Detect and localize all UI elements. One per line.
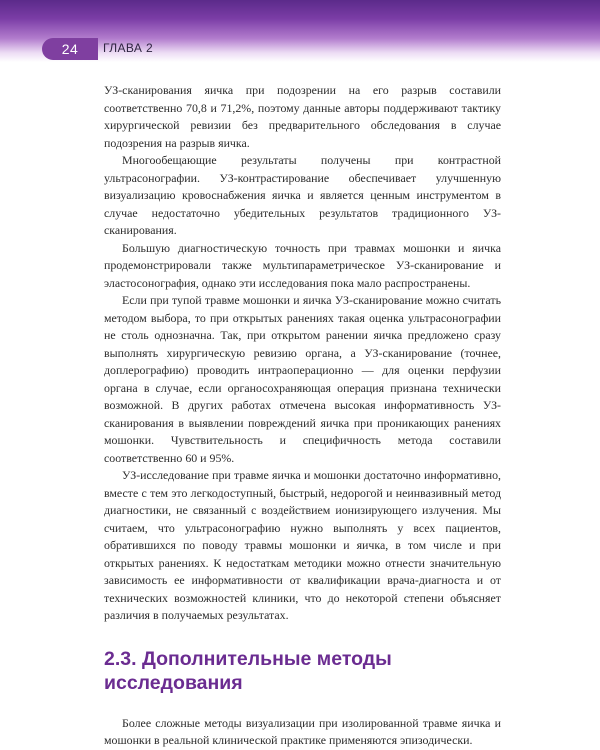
body-paragraph: Если при тупой травме мошонки и яичка УЗ-сканирование можно считать методом выбора, то при открытых ранениях такая оценка ультрасонографии не столь однозначна. Так, при открытом ранении яичка предложено сразу выполнять хирургическую ревизию органа, а УЗ-сканирование (точнее, доплерографию) проводить интраоперационно — для оценки перфузии органа в случае, если органосохраняющая операция признана технически возможной. В других работах отмечена высокая информативность УЗ-сканирования в выявлении повреждений яичка при проникающих ранениях мошонки. Чувствительность и специфичность метода составили соответственно 60 и 95%.: [104, 293, 501, 465]
section-heading: 2.3. Дополнительные методы исследования: [104, 647, 392, 694]
page-content: [104, 82, 501, 750]
page-number-tab: [42, 38, 98, 60]
body-paragraph: Многообещающие результаты получены при контрастной ультрасонографии. УЗ-контрастирование обеспечивает улучшенную визуализацию кровоснабжения яичка и является ценным инструментом в случае недостаточно убедительных результатов традиционного УЗ-сканирования.: [104, 153, 501, 237]
body-paragraph: УЗ-исследование при травме яичка и мошонки достаточно информативно, вместе с тем это легкодоступный, быстрый, недорогой и неинвазивный метод диагностики, не связанный с воздействием ионизирующего излучения. Мы считаем, что ультрасонографию нужно выполнять у всех пациентов, обратившихся по поводу травмы мошонки и яичка, в том числе и при открытых ранениях. К недостаткам методики можно отнести значительную зависимость ее информативности от квалификации врача-диагноста и от технических возможностей клиники, что до некоторой степени объясняет различия в получаемых результатах.: [104, 468, 501, 622]
body-paragraph: Большую диагностическую точность при травмах мошонки и яичка продемонстрировали также мультипараметрическое УЗ-сканирование и эластосонография, однако эти исследования пока мало распространены.: [104, 240, 501, 290]
chapter-label: ГЛАВА 2: [103, 41, 154, 55]
page-number: 24: [61, 41, 79, 57]
body-paragraph: УЗ-сканирования яичка при подозрении на его разрыв составили соответственно 70,8 и 71,2%, поэтому данные авторы поддерживают тактику хирургической ревизии без предварительного обследования в случае подозрения на разрыв яичка.: [104, 83, 501, 150]
section-paragraph: Более сложные методы визуализации при изолированной травме яичка и мошонки в реальной клинической практике применяются эпизодически.: [104, 715, 501, 747]
